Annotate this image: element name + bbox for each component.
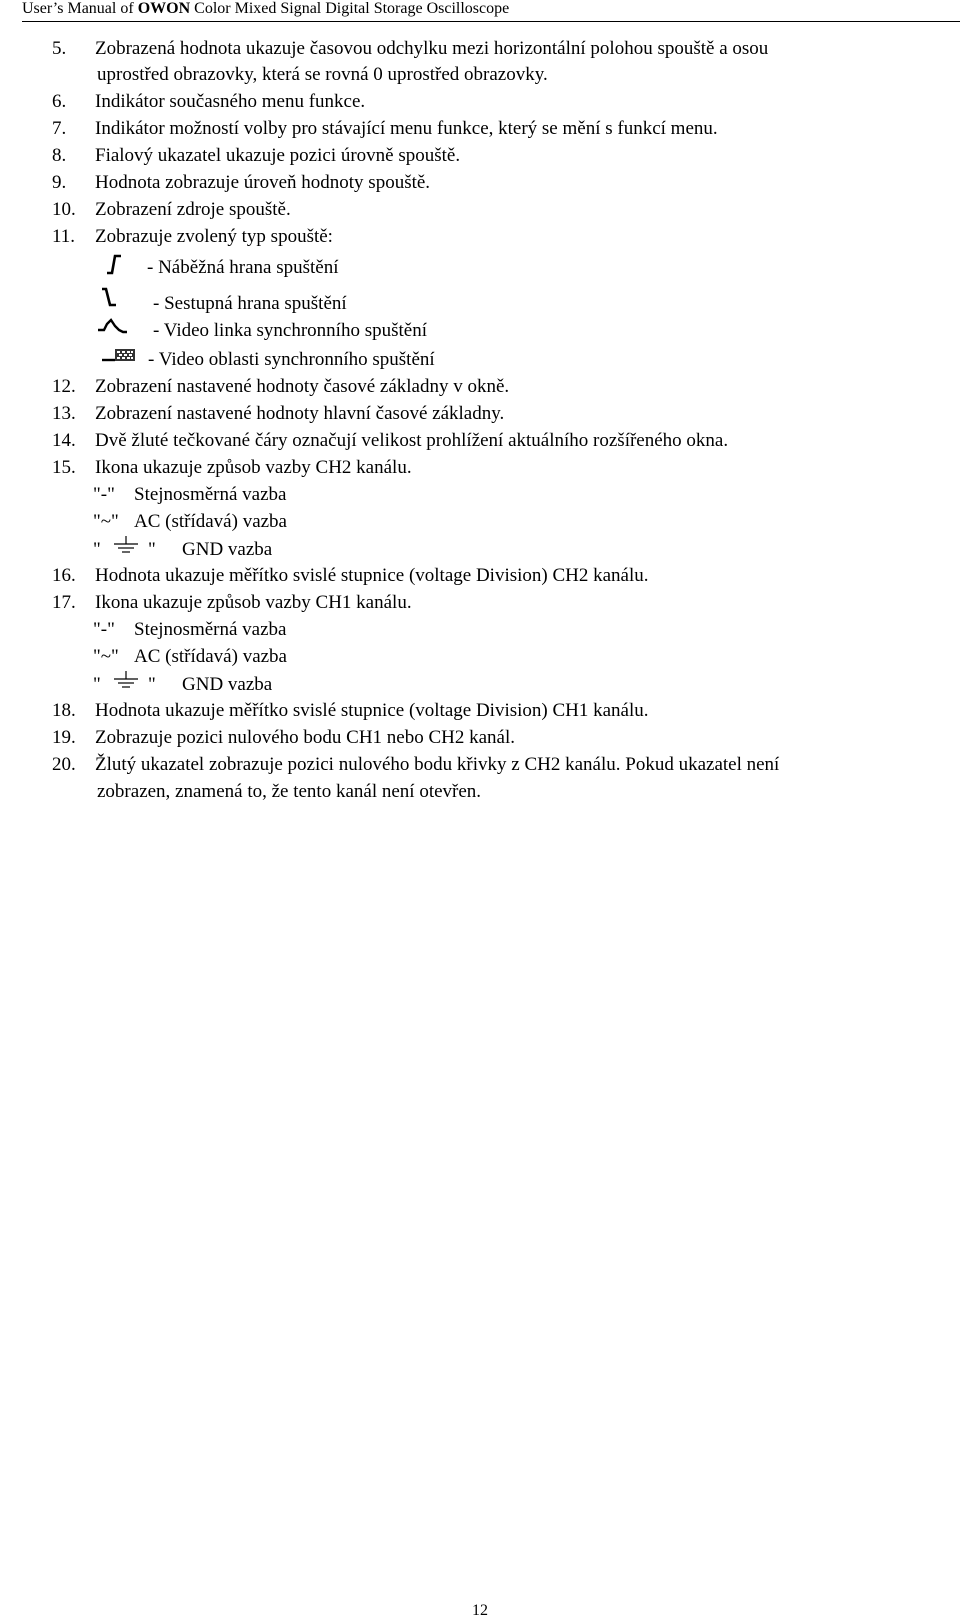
item-number: 11. — [52, 226, 76, 247]
coupling-label: GND vazba — [182, 674, 273, 695]
item-number: 9. — [52, 172, 67, 193]
item-number: 19. — [52, 727, 76, 748]
item-number: 10. — [52, 199, 76, 220]
coupling-label: Stejnosměrná vazba — [134, 619, 287, 640]
trigger-type-label: - Sestupná hrana spuštění — [153, 293, 347, 314]
trigger-type-label: - Video linka synchronního spuštění — [153, 320, 427, 341]
coupling-label: AC (střídavá) vazba — [134, 511, 287, 532]
item-text: Zobrazuje zvolený typ spouště: — [95, 226, 333, 247]
item-number: 7. — [52, 118, 67, 139]
item-number: 12. — [52, 376, 76, 397]
quote-open: " — [93, 539, 101, 560]
item-text: Indikátor současného menu funkce. — [95, 91, 366, 112]
item-text: Žlutý ukazatel zobrazuje pozici nulového bodu křivky z CH2 kanálu. Pokud ukazatel není — [95, 754, 780, 775]
header-brand: OWON — [137, 0, 191, 17]
quote-close: " — [148, 539, 156, 560]
item-text: Fialový ukazatel ukazuje pozici úrovně spouště. — [95, 145, 461, 166]
item-text: Ikona ukazuje způsob vazby CH1 kanálu. — [95, 592, 412, 613]
coupling-label: GND vazba — [182, 539, 273, 560]
item-text-continuation: zobrazen, znamená to, že tento kanál není otevřen. — [97, 781, 482, 802]
trigger-type-label: - Náběžná hrana spuštění — [147, 257, 339, 278]
coupling-symbol: "-" — [93, 619, 115, 640]
ground-icon — [112, 670, 140, 692]
item-number: 14. — [52, 430, 76, 451]
item-text: Zobrazení zdroje spouště. — [95, 199, 291, 220]
page-header — [22, 0, 960, 22]
header-prefix: User’s Manual of — [22, 0, 138, 17]
item-number: 5. — [52, 38, 67, 59]
item-text-continuation: uprostřed obrazovky, která se rovná 0 uprostřed obrazovky. — [97, 64, 548, 85]
rising-edge-icon — [104, 252, 124, 276]
video-field-icon — [101, 345, 137, 365]
item-text: Hodnota zobrazuje úroveň hodnoty spouště. — [95, 172, 431, 193]
item-text: Zobrazená hodnota ukazuje časovou odchylku mezi horizontální polohou spouště a osou — [95, 38, 769, 59]
video-line-icon — [97, 317, 129, 337]
quote-close: " — [148, 674, 156, 695]
coupling-symbol: "~" — [93, 646, 119, 667]
item-text: Hodnota ukazuje měřítko svislé stupnice (voltage Division) CH1 kanálu. — [95, 700, 649, 721]
item-text: Dvě žluté tečkované čáry označují velikost prohlížení aktuálního rozšířeného okna. — [95, 430, 729, 451]
item-number: 20. — [52, 754, 76, 775]
item-text: Ikona ukazuje způsob vazby CH2 kanálu. — [95, 457, 412, 478]
ground-icon — [112, 535, 140, 557]
page-number: 12 — [472, 1602, 488, 1619]
coupling-symbol: "~" — [93, 511, 119, 532]
item-text: Zobrazení nastavené hodnoty hlavní časové základny. — [95, 403, 505, 424]
item-number: 6. — [52, 91, 67, 112]
item-text: Hodnota ukazuje měřítko svislé stupnice (voltage Division) CH2 kanálu. — [95, 565, 649, 586]
header-suffix: Color Mixed Signal Digital Storage Oscilloscope — [190, 0, 510, 17]
coupling-label: AC (střídavá) vazba — [134, 646, 287, 667]
item-text: Zobrazuje pozici nulového bodu CH1 nebo CH2 kanál. — [95, 727, 516, 748]
trigger-type-label: - Video oblasti synchronního spuštění — [148, 349, 435, 370]
item-number: 18. — [52, 700, 76, 721]
item-number: 13. — [52, 403, 76, 424]
item-text: Indikátor možností volby pro stávající menu funkce, který se mění s funkcí menu. — [95, 118, 718, 139]
item-number: 8. — [52, 145, 67, 166]
item-number: 15. — [52, 457, 76, 478]
item-text: Zobrazení nastavené hodnoty časové základny v okně. — [95, 376, 510, 397]
falling-edge-icon — [100, 285, 120, 309]
coupling-symbol: "-" — [93, 484, 115, 505]
coupling-label: Stejnosměrná vazba — [134, 484, 287, 505]
item-number: 17. — [52, 592, 76, 613]
item-number: 16. — [52, 565, 76, 586]
quote-open: " — [93, 674, 101, 695]
